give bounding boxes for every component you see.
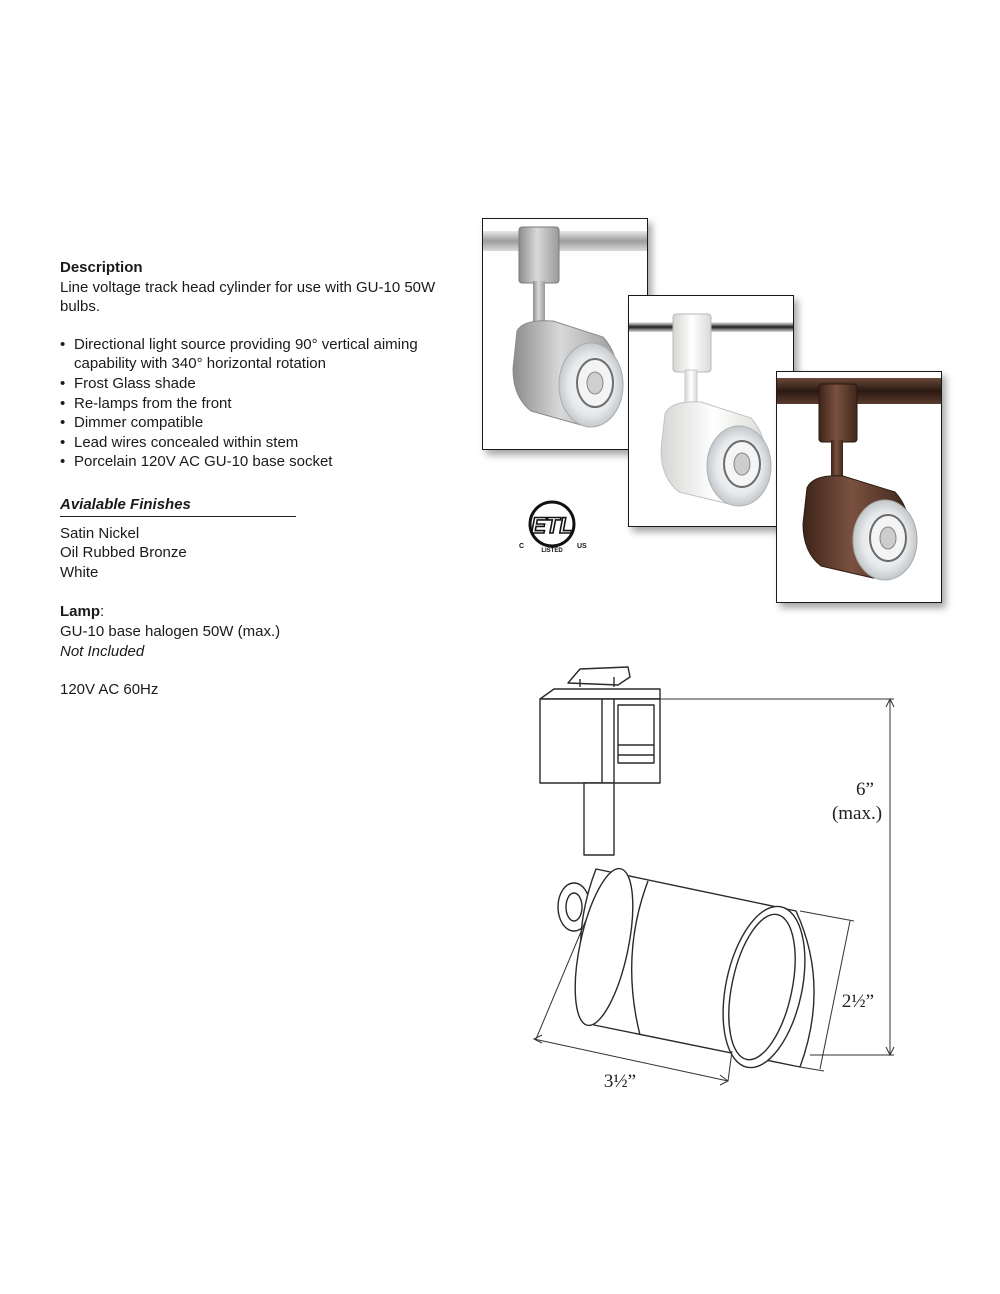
photo-satin-nickel xyxy=(482,218,648,450)
description-heading: Description xyxy=(60,259,143,276)
stem xyxy=(533,281,545,323)
spec-sheet-text xyxy=(60,258,460,700)
feature-item: • Porcelain 120V AC GU-10 base socket xyxy=(60,452,460,472)
track-clip xyxy=(568,667,630,685)
voltage-rating: 120V AC 60Hz xyxy=(60,681,159,699)
track-adapter xyxy=(819,384,857,442)
length-label: 3½” xyxy=(603,1071,637,1092)
bulb-lens xyxy=(880,527,896,549)
finish-item: Satin Nickel xyxy=(60,524,140,542)
etl-c: C xyxy=(519,543,525,550)
track-adapter xyxy=(519,227,559,283)
feature-item: • Re-lamps from the front xyxy=(60,394,460,414)
finish-item: Oil Rubbed Bronze xyxy=(60,544,187,562)
description-text: Line voltage track head cylinder for use with GU-10 50W bulbs. xyxy=(60,278,436,316)
knuckle-hole xyxy=(566,893,582,921)
etl-us: US xyxy=(577,543,587,550)
diameter-label: 2½” xyxy=(841,991,875,1012)
stem xyxy=(584,783,614,855)
track-rail xyxy=(777,378,941,404)
dimension-drawing xyxy=(510,655,910,1110)
stem xyxy=(685,370,697,404)
height-label: 6” xyxy=(856,779,874,800)
finishes-heading: Avialable Finishes xyxy=(60,495,296,517)
etl-mark: ETL xyxy=(531,513,573,538)
lamp-section xyxy=(60,602,460,661)
feature-item: • Directional light source providing 90° vertical aiming capability with 340° horizontal rotation xyxy=(60,335,460,374)
lamp-spec: GU-10 base halogen 50W (max.) xyxy=(60,622,281,640)
finishes-list xyxy=(60,524,460,583)
adapter-slot xyxy=(618,705,654,763)
etl-listed: LISTED xyxy=(541,548,563,554)
track-adapter xyxy=(673,314,711,372)
feature-item: • Lead wires concealed within stem xyxy=(60,433,460,453)
adapter-top xyxy=(540,689,660,699)
feature-item: • Dimmer compatible xyxy=(60,413,460,433)
etl-listed-logo xyxy=(512,500,592,565)
lamp-heading: Lamp xyxy=(60,603,101,621)
stem xyxy=(831,440,843,478)
bulb-lens xyxy=(587,372,603,394)
bulb-lens xyxy=(734,453,750,475)
feature-list xyxy=(60,335,460,472)
finish-item: White xyxy=(60,563,99,581)
photo-white xyxy=(628,295,794,527)
photo-oil-rubbed-bronze xyxy=(776,371,942,603)
lamp-note: Not Included xyxy=(60,642,145,660)
feature-item: • Frost Glass shade xyxy=(60,374,460,394)
height-note: (max.) xyxy=(831,803,883,824)
track-rail xyxy=(483,231,647,251)
lamp-colon: : xyxy=(100,603,105,621)
